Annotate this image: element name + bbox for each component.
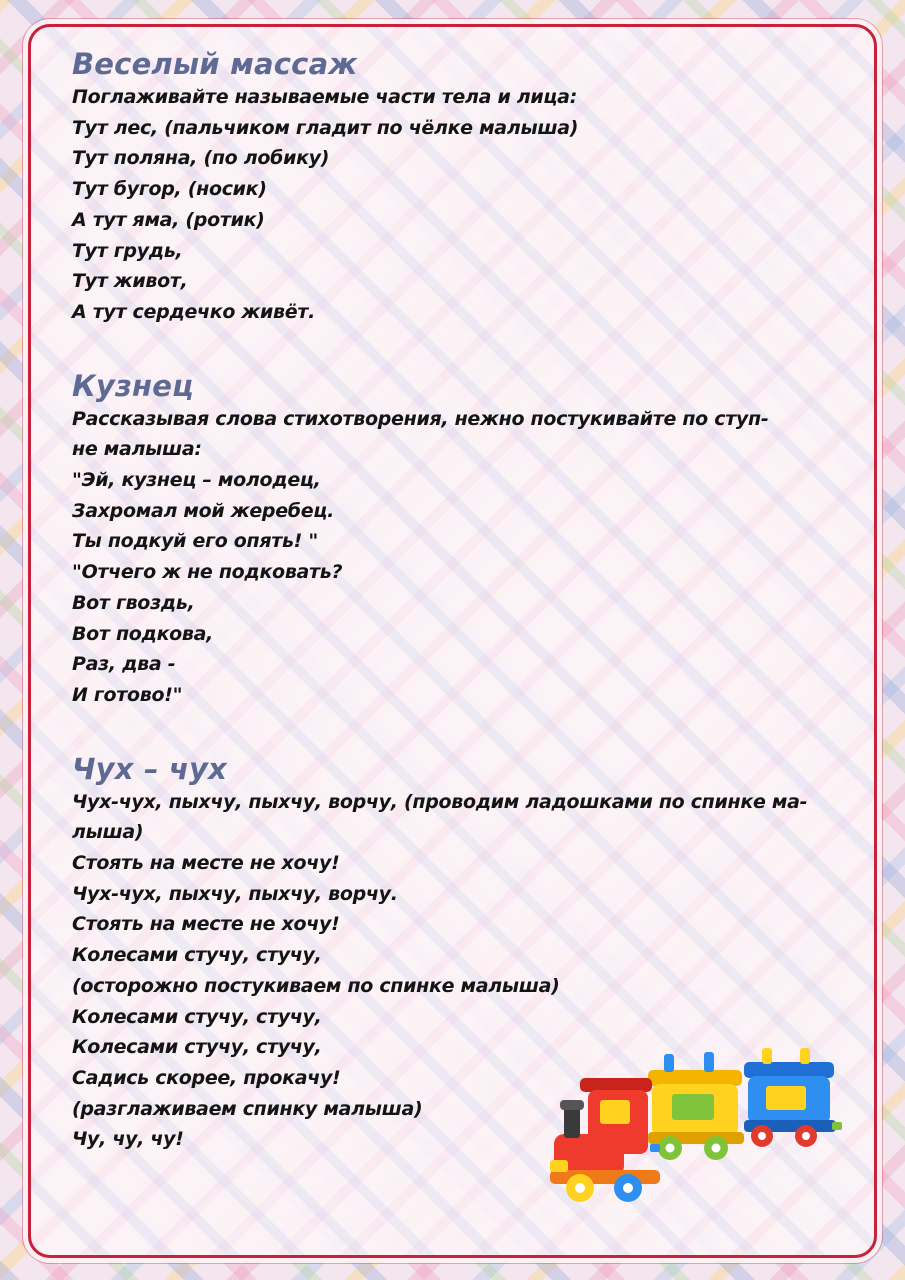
- text-line: не малыша:: [72, 438, 202, 461]
- locomotive: [550, 1078, 660, 1202]
- text-line: лыша): [72, 821, 144, 844]
- text-line: Садись скорее, прокачу!: [72, 1066, 341, 1089]
- text-line: Колесами стучу, стучу,: [72, 1005, 322, 1028]
- text-line: Чух-чух, пыхчу, пыхчу, ворчу, (проводим ладошками по спинке ма-: [72, 790, 808, 813]
- text-line: Тут живот,: [72, 270, 188, 293]
- text-line: Чу, чу, чу!: [72, 1128, 184, 1151]
- poem-lines: [72, 404, 862, 711]
- text-line: Стоять на месте не хочу!: [72, 913, 340, 936]
- text-line: Поглаживайте называемые части тела и лица:: [72, 86, 578, 108]
- text-line: Тут грудь,: [72, 239, 183, 262]
- text-line: "Отчего ж не подковать?: [72, 561, 343, 584]
- text-line: Вот подкова,: [72, 622, 214, 645]
- section-spacer: [72, 711, 862, 751]
- section-spacer: [72, 328, 862, 368]
- text-line: Рассказывая слова стихотворения, нежно постукивайте по ступ-: [72, 407, 769, 430]
- section-kuznets: [72, 368, 862, 711]
- poem-lines: [72, 82, 862, 328]
- text-line: Колесами стучу, стучу,: [72, 944, 322, 967]
- section-veselyi-massazh: [72, 46, 862, 328]
- text-line: Захромал мой жеребец.: [72, 499, 335, 522]
- text-line: А тут сердечко живёт.: [72, 300, 315, 323]
- document-content: [72, 46, 862, 1155]
- text-line: (осторожно постукиваем по спинке малыша): [72, 974, 560, 997]
- text-line: Раз, два -: [72, 653, 176, 676]
- text-line: Тут поляна, (по лобику): [72, 147, 330, 170]
- text-line: А тут яма, (ротик): [72, 208, 265, 231]
- section-title: Кузнец: [72, 368, 194, 403]
- text-line: Вот гвоздь,: [72, 591, 195, 614]
- section-title: Чух – чух: [72, 751, 228, 786]
- text-line: (разглаживаем спинку малыша): [72, 1097, 423, 1120]
- toy-train-icon: [548, 1040, 848, 1210]
- text-line: Тут лес, (пальчиком гладит по чёлке малыша): [72, 116, 579, 139]
- text-line: Ты подкуй его опять! ": [72, 530, 318, 553]
- text-line: Стоять на месте не хочу!: [72, 852, 340, 875]
- text-line: Колесами стучу, стучу,: [72, 1036, 322, 1059]
- text-line: Чух-чух, пыхчу, пыхчу, ворчу.: [72, 882, 398, 905]
- blue-wagon: [744, 1048, 842, 1147]
- yellow-wagon: [648, 1052, 744, 1160]
- text-line: И готово!": [72, 683, 183, 706]
- text-line: "Эй, кузнец – молодец,: [72, 469, 321, 492]
- section-title: Веселый массаж: [72, 47, 358, 81]
- text-line: Тут бугор, (носик): [72, 178, 267, 201]
